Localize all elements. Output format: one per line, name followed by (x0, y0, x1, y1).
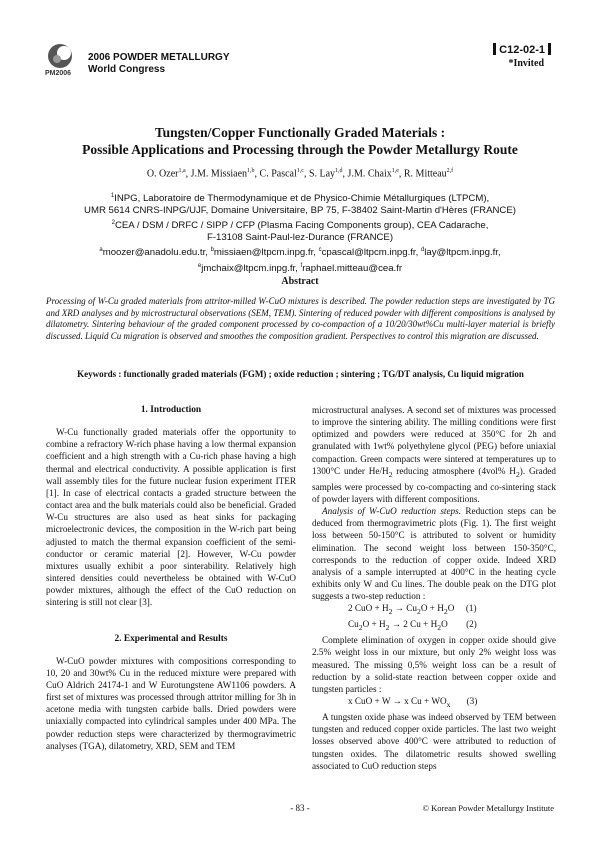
right-paragraph-1: microstructural analyses. A second set of mixtures was processed to improve the sintering ability. The milling conditions were first optimized and powders were reduced at 350°C for 2h and granulated with 1wt% polyethylene glycol (PEG) before uniaxial compaction. Green compacts were sintered at temperatures up to 1300°C under $He/H_2$ reducing atmosphere (4vol% $H_2$). Graded samples were processed by co-compacting and co-sintering stack of powder layers with different compositions. (312, 405, 556, 504)
abstract-heading: Abstract (281, 276, 319, 287)
keywords: Keywords : functionally graded materials (FGM) ; oxide reduction ; sintering ; TG/DT analysis, Cu liquid migration (77, 369, 524, 379)
conference-line1: 2006 POWDER METALLURGY (88, 52, 230, 63)
intro-paragraph: W-Cu functionally graded materials offer the opportunity to combine a refractory W-rich phase having a low thermal expansion coefficient and a high strength with a Cu-rich phase having a high thermal and electrical conductivity. A possible application is first wall assembly tiles for the future nuclear fusion experiment ITER [1]. In case of electrical contacts a graded structure between the contact area and the bulk materials could also be beneficial. Graded W-Cu structures are also used as heat sinks for packaging microelectronic devices, the composition in the W-rich part being adjusted to match the thermal expansion coefficient of the semi-conductor or ceramic material [2]. However, W-Cu powder mixtures usually exhibit a poor sinterability. Relatively high sintered densities could nevertheless be obtained with W-CuO powder mixtures, although the effect of the CuO reduction on sintering is still not clear [3]. (46, 427, 296, 608)
analysis-lead: Analysis of W-CuO reduction steps. (322, 506, 461, 517)
affiliation-line: $^1$INPG, Laboratoire de Thermodynamique et de Physico-Chimie Métallurgiques (LTPCM), (110, 193, 490, 205)
paper-code-text: C12-02-1 (499, 44, 545, 56)
email-line: $^e$jmchaix@ltpcm.inpg.fr, $^f$raphael.mitteau@cea.fr (197, 262, 403, 274)
right-paragraph-2 (312, 505, 556, 602)
equation-2: $Cu_2O + H_2 \to 2$ $Cu + H_2O$ (2) (348, 619, 477, 633)
experimental-paragraph: W-CuO powder mixtures with compositions corresponding to 10, 20 and 30wt% Cu in the reduced mixture were prepared with CuO Aldrich 24174-1 and W Eurotungstene AW1106 powders. A first set of mixtures was processed through attritor milling for 3h in acetone media with tungsten carbide balls. Dried powders were uniaxially compacted into cylindrical samples under 400 MPa. The powder reduction steps were characterized by thermogravimetric analyses (TGA), dilatometry, XRD, SEM and TEM (46, 655, 296, 751)
left-column (46, 404, 296, 752)
affiliations (0, 190, 600, 275)
affiliation-line: $^2$CEA / DSM / DRFC / SIPP / CFP (Plasma Facing Components group), CEA Cadarache, (111, 220, 489, 232)
section-heading-introduction: 1. Introduction (140, 405, 202, 415)
section-heading-experimental: 2. Experimental and Results (114, 633, 228, 644)
right-paragraph-3: Complete elimination of oxygen in copper oxide should give 2.5% weight loss in our mixture, but only 2% weight loss was measured. The missing 0,5% weight loss can be a result of reduction by a solid-state reaction between copper oxide and tungsten particles : (312, 635, 556, 694)
email-line: $^a$moozer@anadolu.edu.tr, $^b$missiaen@ltpcm.inpg.fr, $^c$cpascal@ltpcm.inpg.fr, $^d$lay@ltpcm.inpg.fr, (99, 247, 501, 259)
copyright: © Korean Powder Metallurgy Institute (422, 803, 554, 813)
title-line1: Tungsten/Copper Functionally Graded Materials : (154, 125, 446, 140)
paper-code (490, 43, 554, 56)
logo-text: PM2006 (45, 70, 72, 77)
equation-3: x CuO + W → x $Cu + WO_x$ (3) (348, 696, 478, 709)
conference-line2: World Congress (88, 64, 166, 75)
page-number: - 83 - (290, 803, 310, 813)
affiliation-line: F-13108 Saint-Paul-lez-Durance (FRANCE) (206, 232, 394, 244)
abstract-text: Processing of W-Cu graded materials from attritor-milled W-CuO mixtures is described. The powder reduction steps are investigated by TG and XRD analyses and by microstructural observations (SEM, TEM). Sintering of reduced powder with different compositions is analysed by dilatometry. Sintering behaviour of the graded component processed by co-compaction of a 10/20/30wt%Cu multi-layer material is briefly discussed. Liquid Cu migration is observed and smoothes the composition gradient. Perspectives to control this migration are discussed. (46, 296, 555, 341)
invited-label: *Invited (508, 58, 544, 69)
right-column (312, 404, 556, 772)
affiliation-line: UMR 5614 CNRS-INPG/UJF, Domaine Universitaire, BP 75, F-38402 Saint-Martin d'Hères (FRANCE) (84, 205, 516, 217)
conference-title (88, 52, 230, 76)
authors: O. Ozer$^{1,a}$, J.M. Missiaen$^{1,b}$, C. Pascal$^{1,c}$, S. Lay$^{1,d}$, J.M. Chaix$^{1,e}$, R. Mitteau$^{2,f}$ (146, 168, 454, 180)
right-paragraph-4: A tungsten oxide phase was indeed observed by TEM between tungsten and reduced copper oxide particles. The last two weight losses observed above 400°C were attributed to reduction of tungsten oxides. The dilatometric results showed swelling associated to CuO reduction steps (312, 712, 556, 771)
title-line2: Possible Applications and Processing through the Powder Metallurgy Route (82, 142, 518, 157)
analysis-text: Reduction steps can be deduced from thermogravimetric plots (Fig. 1). The first weight loss between 50-150°C is attributed to solvent or humidity elimination. The second weight loss between 150-350°C, corresponds to the reduction of copper oxide. Indeed XRD analysis of a sample interrupted at 400°C in the heating cycle exhibits only W and Cu lines. The double peak on the DTG plot suggests a two-step reduction : (312, 506, 556, 602)
equation-1: 2 CuO + $H_2 \to Cu_2O + H_2O$ (1) (348, 603, 477, 617)
paper-title (0, 124, 600, 158)
